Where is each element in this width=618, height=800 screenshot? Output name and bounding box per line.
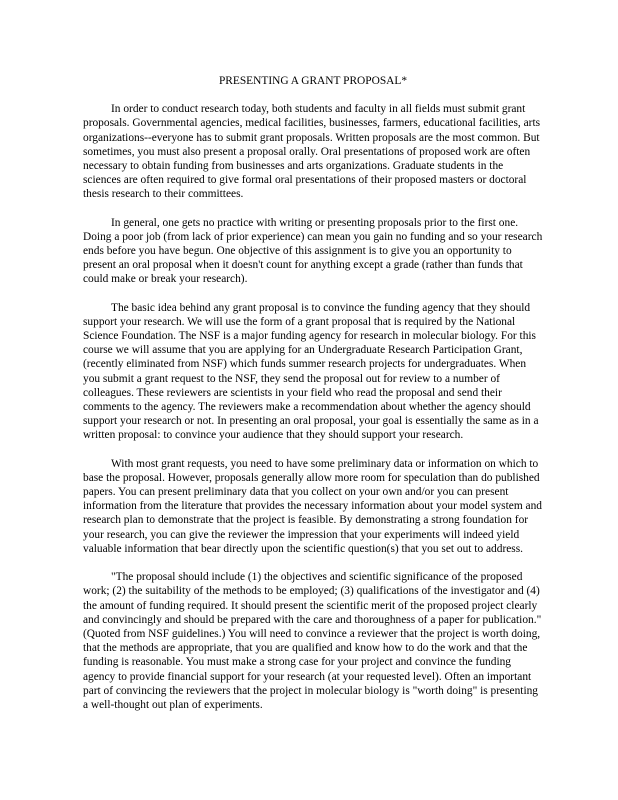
paragraph-4: With most grant requests, you need to have some preliminary data or information on which to base the proposal. However, proposals generally allow more room for speculation than do published papers. You can present preliminary data that you collect on your own and/or you can present information from the literature that provides the necessary information about your model system and research plan to demonstrate that the project is feasible. By demonstrating a strong foundation for your research, you can give the reviewer the impression that your experiments will indeed yield valuable information that bear directly upon the scientific question(s) that you set out to address. <box>83 457 542 555</box>
paragraph-2: In general, one gets no practice with writing or presenting proposals prior to the first one. Doing a poor job (from lack of prior experience) can mean you gain no funding and so your research ends before you have begun. One objective of this assignment is to give you an opportunity to present an oral proposal when it doesn't count for anything except a grade (rather than funds that could make or break your research). <box>83 216 543 286</box>
paragraph-1: In order to conduct research today, both students and faculty in all fields must submit grant proposals. Governmental agencies, medical facilities, businesses, farmers, educational facilities, arts organizations--everyone has to submit grant proposals. Written proposals are the most common. But sometimes, you must also present a proposal orally. Oral presentations of proposed work are often necessary to obtain funding from businesses and arts organizations. Graduate students in the sciences are often required to give formal oral presentations of their proposed masters or doctoral thesis research to their committees. <box>83 103 541 201</box>
document-page <box>83 74 543 726</box>
document-title: PRESENTING A GRANT PROPOSAL* <box>218 75 408 87</box>
paragraph-5: "The proposal should include (1) the objectives and scientific significance of the proposed work; (2) the suitability of the methods to be employed; (3) qualifications of the investigator and (4) the amount of funding required. It should present the scientific merit of the proposed project clearly and convincingly and should be prepared with the care and thoroughness of a paper for publication." (Quoted from NSF guidelines.) You will need to convince a reviewer that the project is worth doing, that the methods are appropriate, that you are qualified and know how to do the work and that the funding is reasonable. You must make a strong case for your project and convince the funding agency to provide financial support for your research (at your requested level). Often an important part of convincing the reviewers that the project in molecular biology is "worth doing" is presenting a well-thought out plan of experiments. <box>83 571 542 711</box>
paragraph-3: The basic idea behind any grant proposal is to convince the funding agency that they should support your research. We will use the form of a grant proposal that is required by the National Science Foundation. The NSF is a major funding agency for research in molecular biology. For this course we will assume that you are applying for an Undergraduate Research Participation Grant, (recently eliminated from NSF) which funds summer research projects for undergraduates. When you submit a grant request to the NSF, they send the proposal out for review to a number of colleagues. These reviewers are scientists in your field who read the proposal and send their comments to the agency. The reviewers make a recommendation about whether the agency should support your research or not. In presenting an oral proposal, your goal is essentially the same as in a written proposal: to convince your audience that they should support your research. <box>83 301 539 442</box>
